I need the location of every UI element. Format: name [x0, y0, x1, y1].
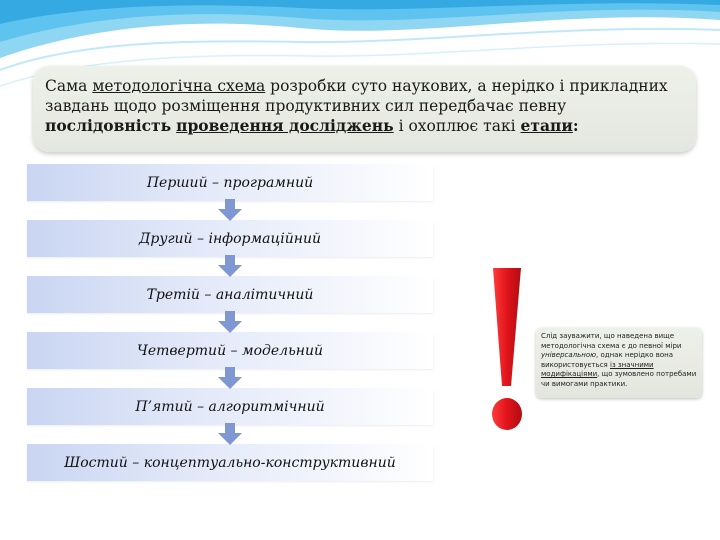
- stage-5: [27, 388, 433, 425]
- arrow-down-icon: [218, 199, 242, 221]
- arrow-down-icon: [218, 255, 242, 277]
- intro-text-box: [33, 66, 696, 152]
- stage-3: [27, 276, 433, 313]
- arrow-down-icon: [218, 311, 242, 333]
- arrow-down-icon: [218, 367, 242, 389]
- intro-term-conducting-research: проведення досліджень: [176, 116, 394, 135]
- note-box: [536, 328, 702, 398]
- intro-term-methodological-scheme: методологічна схема: [92, 77, 266, 95]
- intro-term-stages: етапи: [520, 116, 573, 135]
- note-text-3: , однак нерідко вона використовується: [541, 351, 674, 369]
- stage-3-label: Третій – аналітичний: [146, 286, 314, 303]
- stage-2-label: Другий – інформаційний: [139, 230, 321, 247]
- note-term-modifications: із значними модифікаціями: [541, 360, 654, 378]
- note-text-1: Слід зауважити, що наведена вище методологічна схема є до певної міри: [541, 332, 682, 350]
- intro-text-3: розробки суто наукових, а нерідко і прикладних завдань щодо розміщення продуктивних сил передбачає певну: [45, 77, 668, 115]
- stage-6-label: Шостий – концептуально-конструктивний: [64, 454, 396, 471]
- note-text-5: , що зумовлено потребами чи вимогами практики.: [541, 370, 697, 388]
- stage-5-label: П’ятий – алгоритмічний: [135, 398, 325, 415]
- stage-6: [27, 444, 433, 481]
- intro-text-7: і охоплює такі: [393, 117, 521, 135]
- stage-2: [27, 220, 433, 257]
- stage-4: [27, 332, 433, 369]
- intro-text-9: :: [572, 116, 579, 135]
- stage-4-label: Четвертий – модельний: [137, 342, 323, 359]
- intro-term-sequence: послідовність: [45, 116, 172, 135]
- stage-1: [27, 164, 433, 201]
- arrow-down-icon: [218, 423, 242, 445]
- exclamation-icon: [480, 200, 530, 500]
- stage-1-label: Перший – програмний: [146, 174, 314, 191]
- intro-text-1: Сама: [45, 77, 93, 95]
- note-term-universal: універсальною: [541, 351, 597, 359]
